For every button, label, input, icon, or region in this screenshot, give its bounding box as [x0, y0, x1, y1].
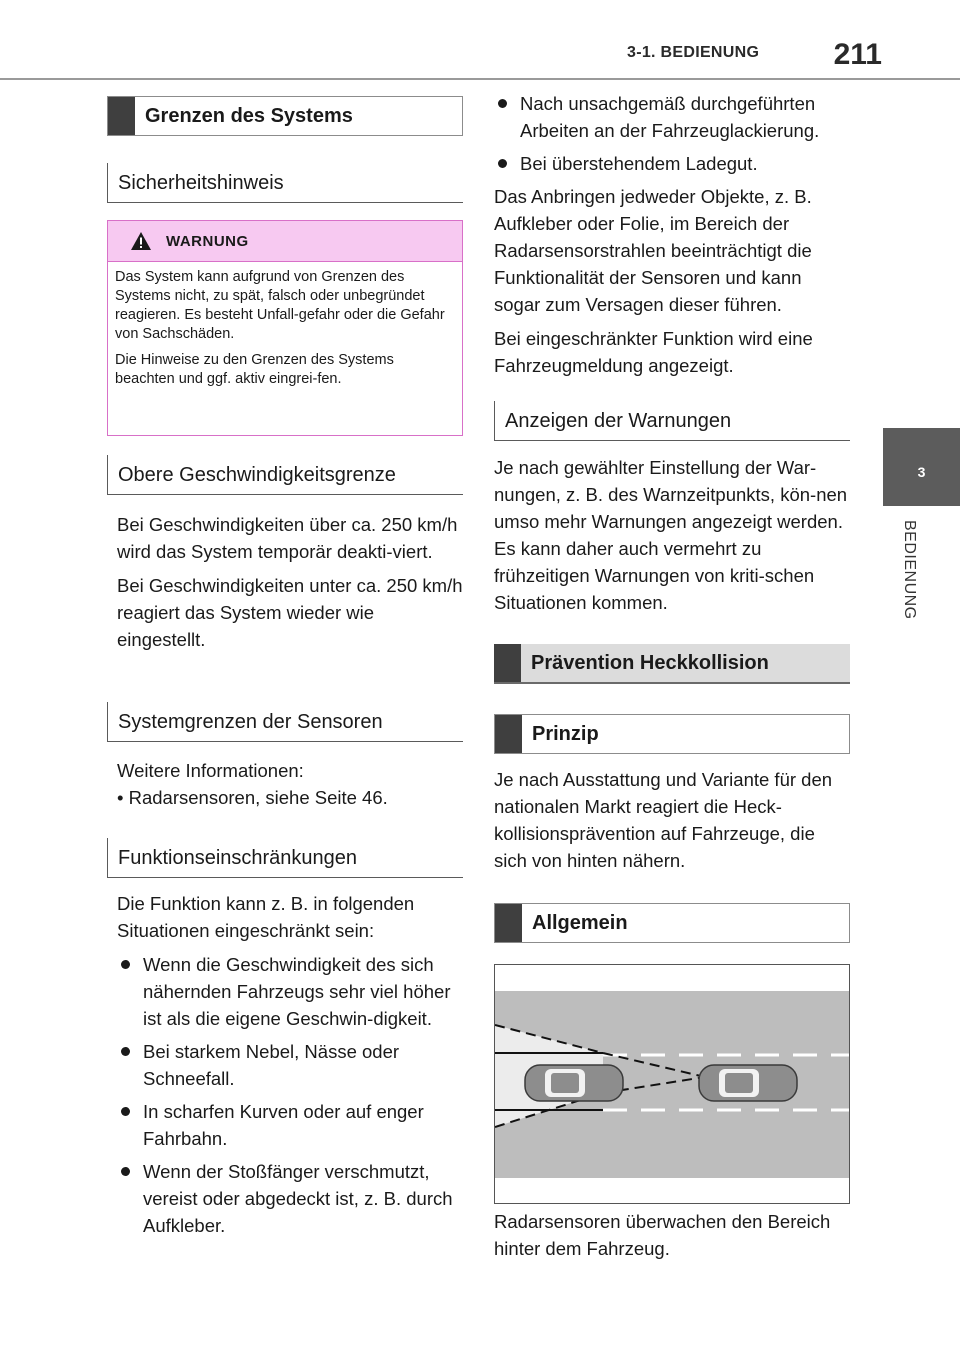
- limits-bullet: Wenn der Stoßfänger verschmutzt, vereist oder abgedeckt ist, z. B. durch Aufkleber.: [117, 1158, 463, 1239]
- chapter-tab[interactable]: [883, 428, 960, 506]
- limits-bullet: In scharfen Kurven oder auf enger Fahrbahn.: [117, 1098, 463, 1152]
- principle-paragraph: [494, 766, 850, 881]
- limits-intro: Die Funktion kann z. B. in folgenden Situationen eingeschränkt sein:: [117, 893, 415, 941]
- warning-triangle-icon: [130, 231, 152, 251]
- rear-radar-illustration: [494, 964, 850, 1204]
- heading-bar: [494, 644, 521, 682]
- warning-box: [107, 220, 463, 436]
- following-car: [525, 1065, 623, 1101]
- warning-text-2: Die Hinweise zu den Grenzen des Systems beachten und ggf. aktiv eingrei-fen.: [115, 352, 394, 387]
- warnings-paragraph: [494, 454, 850, 623]
- warning-title: WARNUNG: [166, 232, 249, 250]
- right-bullet: Nach unsachgemäß durchgeführten Arbeiten an der Fahrzeuglackierung.: [494, 90, 850, 144]
- speed-paragraphs: [117, 511, 463, 660]
- heading-text: Grenzen des Systems: [145, 104, 353, 127]
- page-number: 211: [833, 38, 882, 71]
- limits-bullet-list: [117, 951, 463, 1239]
- heading-text: Prinzip: [532, 722, 599, 745]
- chapter-tab-number: 3: [917, 464, 926, 480]
- sensors-see-page-link[interactable]: • Radarsensoren, siehe Seite 46.: [117, 787, 388, 808]
- chapter-side-label-text: BEDIENUNG: [901, 520, 918, 620]
- subhead-anzeigen-der-warnungen: Anzeigen der Warnungen: [494, 401, 850, 441]
- figure-caption: Radarsensoren überwachen den Bereich hinter dem Fahrzeug.: [494, 1211, 831, 1259]
- right-text-1: Das Anbringen jedweder Objekte, z. B. Aufkleber oder Folie, im Bereich der Radarsensorstrahlen beeinträchtigt die Funktionalität der Sensoren und kann sogar zum Versagen dieser führen.: [494, 186, 812, 315]
- limits-bullet: Wenn die Geschwindigkeit des sich nähernden Fahrzeugs sehr viel höher ist als die eigene Geschwin-digkeit.: [117, 951, 463, 1032]
- subhead-funktionseinschraenkungen: Funktionseinschränkungen: [107, 838, 463, 878]
- warnings-text: Je nach gewählter Einstellung der War-nungen, z. B. des Warnzeitpunkts, kön-nen umso mehr Warnungen angezeigt werden. Es kann daher auch vermehrt zu frühzeitigen Warnungen von kriti-schen Situationen kommen.: [494, 457, 848, 613]
- speed-text-1: Bei Geschwindigkeiten über ca. 250 km/h wird das System temporär deakti-viert.: [117, 514, 458, 562]
- heading-bar: [495, 715, 522, 753]
- heading-grenzen-des-systems: [107, 96, 463, 136]
- warning-header: [108, 221, 462, 262]
- sensors-text-1: Weitere Informationen:: [117, 760, 304, 781]
- running-head: 3-1. BEDIENUNG: [627, 44, 760, 61]
- warning-text-1: Das System kann aufgrund von Grenzen des Systems nicht, zu spät, falsch oder unbegründet reagieren. Es besteht Unfall-gefahr oder die Gefahr von Sachschäden.: [115, 269, 445, 342]
- heading-text: Allgemein: [532, 911, 628, 934]
- right-bullet: Bei überstehendem Ladegut.: [494, 150, 850, 177]
- own-car: [699, 1065, 797, 1101]
- header-rule: [0, 78, 960, 80]
- right-bullet-list: [494, 90, 850, 177]
- heading-allgemein: [494, 903, 850, 943]
- heading-text: Prävention Heckkollision: [531, 651, 769, 674]
- rear-radar-illustration-svg: [495, 965, 849, 1203]
- heading-prinzip: [494, 714, 850, 754]
- heading-bar: [495, 904, 522, 942]
- right-intro-section: [494, 90, 850, 386]
- principle-text: Je nach Ausstattung und Variante für den nationalen Markt reagiert die Heck-kollisionsprävention auf Fahrzeuge, die sich von hinten nähern.: [494, 769, 833, 871]
- limits-section: [117, 890, 463, 1245]
- sensors-paragraphs: [117, 757, 463, 818]
- figure-caption-block: [494, 1208, 850, 1269]
- chapter-side-label: [886, 520, 946, 640]
- limits-bullet: Bei starkem Nebel, Nässe oder Schneefall.: [117, 1038, 463, 1092]
- heading-bar: [108, 97, 135, 135]
- warning-body: [108, 262, 462, 389]
- right-text-2: Bei eingeschränkter Funktion wird eine Fahrzeugmeldung angezeigt.: [494, 328, 813, 376]
- heading-praevention-heckkollision: [494, 644, 850, 684]
- subhead-sicherheitshinweis: Sicherheitshinweis: [107, 163, 463, 203]
- speed-text-2: Bei Geschwindigkeiten unter ca. 250 km/h reagiert das System wieder wie eingestellt.: [117, 575, 463, 650]
- subhead-obere-geschwindigkeitsgrenze: Obere Geschwindigkeitsgrenze: [107, 455, 463, 495]
- subhead-systemgrenzen-der-sensoren: Systemgrenzen der Sensoren: [107, 702, 463, 742]
